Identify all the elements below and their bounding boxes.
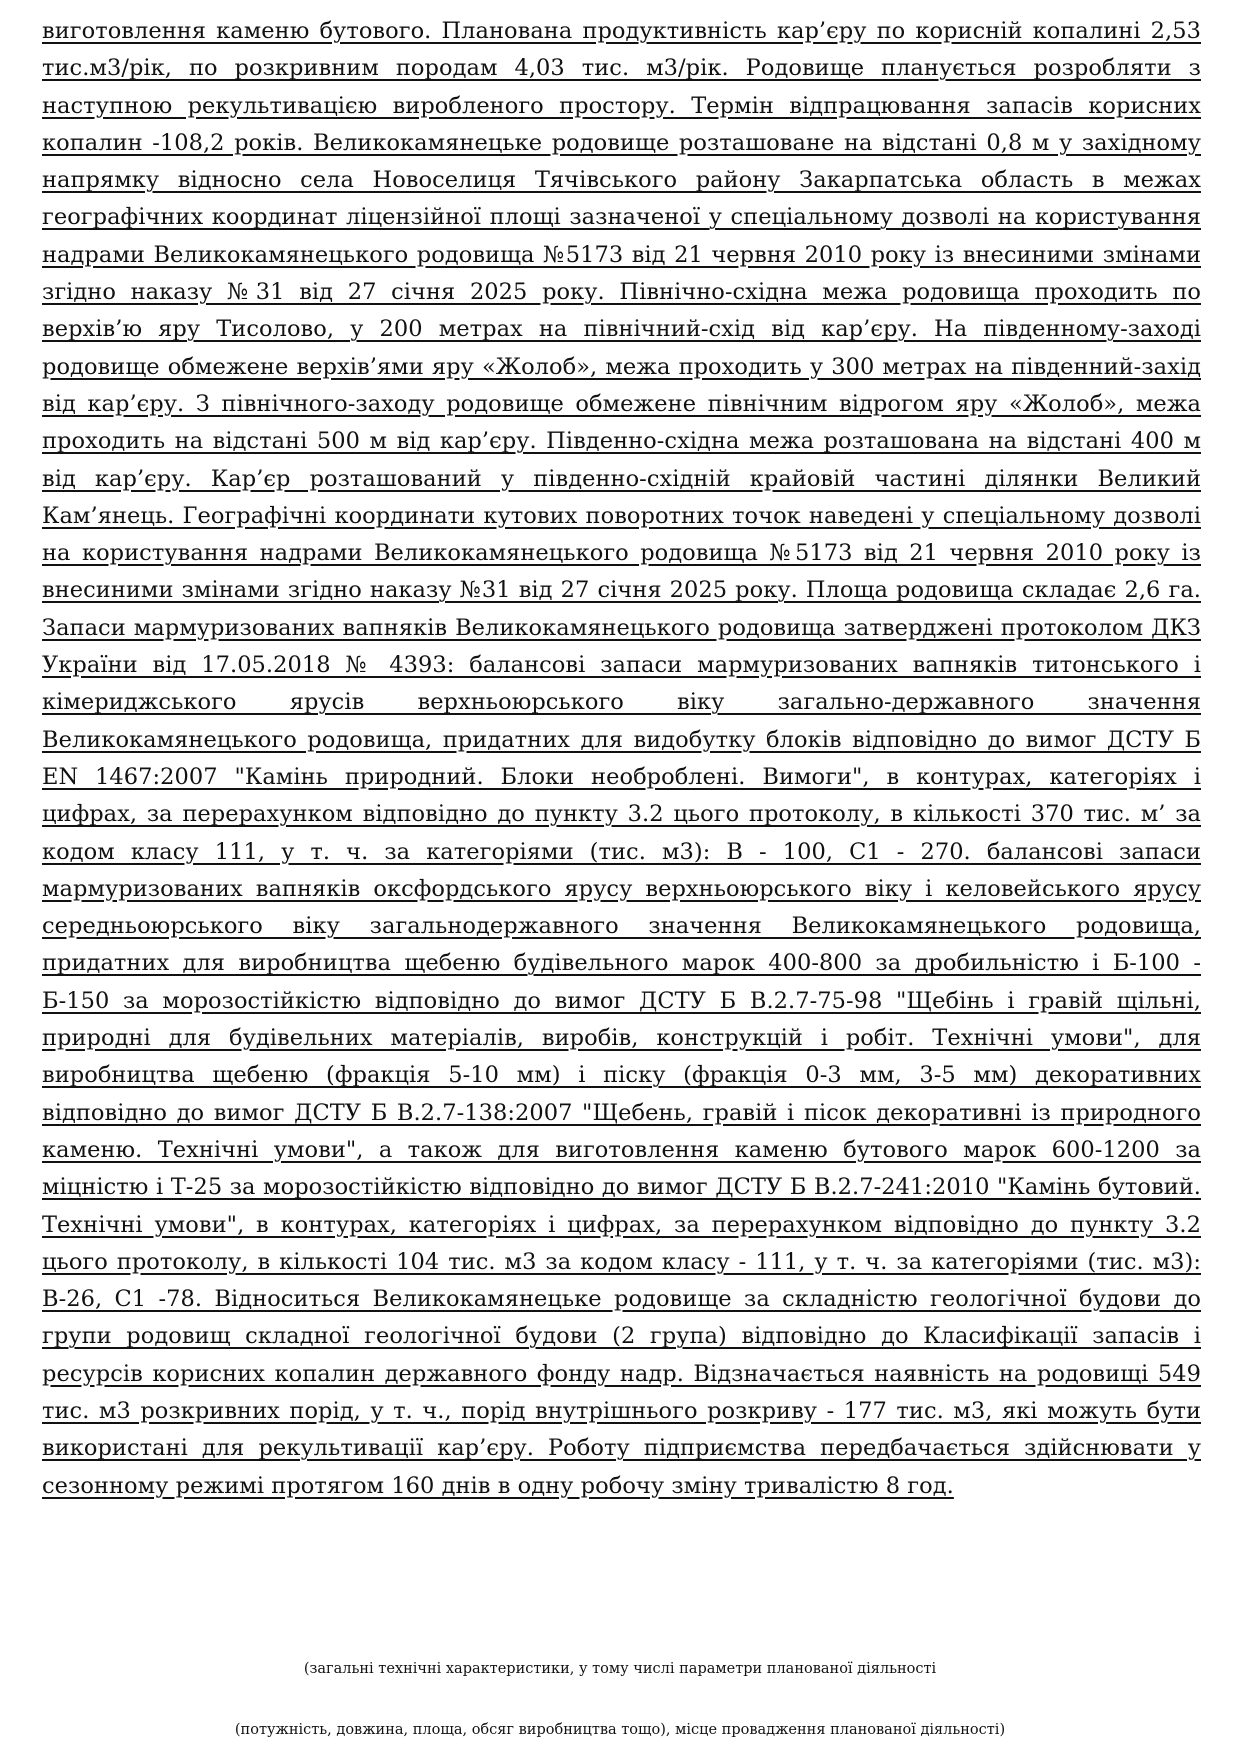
body-paragraph: виготовлення каменю бутового. Планована продуктивність кар’єру по корисній копалині 2,53 тис.м3/рік, по розкривним породам 4,03 тис. м3/рік. Родовище планується розробляти з наступною рекультивацією виробленого простору. Термін відпрацювання запасів корисних копалин -108,2 років. Великокамянецьке родовище розташоване на відстані 0,8 м у західному напрямку відносно села Новоселиця Тячівського району Закарпатська область в межах географічних координат ліцензійної площі зазначеної у спеціальному дозволі на користування надрами Великокамянецького родовища №5173 від 21 червня 2010 року із внесиними змінами згідно наказу №31 від 27 січня 2025 року. Північно-східна межа родовища проходить по верхів’ю яру Тисолово, у 200 метрах на північний-схід від кар’єру. На південному-заході родовище обмежене верхів’ями яру «Жолоб», межа проходить у 300 метрах на південний-захід від кар’єру. З північного-заходу родовище обмежене північним відрогом яру «Жолоб», межа проходить на відстані 500 м від кар’єру. Південно-східна межа розташована на відстані 400 м від кар’єру. Кар’єр розташований у південно-східній крайовій частині ділянки Великий Кам’янець. Географічні координати кутових поворотних точок наведені у спеціальному дозволі на користування надрами Великокамянецького родовища №5173 від 21 червня 2010 року із внесиними змінами згідно наказу №31 від 27 січня 2025 року. Площа родовища складає 2,6 га. Запаси мармуризованих вапняків Великокамянецького родовища затверджені протоколом ДКЗ України від 17.05.2018 № 4393: балансові запаси мармуризованих вапняків титонського і кімериджського ярусів верхньоюрського віку загально-державного значення Великокамянецького родовища, придатних для видобутку блоків відповідно до вимог ДСТУ Б EN 1467:2007 "Камінь природний. Блоки необроблені. Вимоги", в контурах, категоріях і цифрах, за перерахунком відповідно до пункту 3.2 цього протоколу, в кількості 370 тис. м’ за кодом класу 111, у т. ч. за категоріями (тис. м3): В - 100, С1 - 270. балансові запаси мармуризованих вапняків оксфордського ярусу верхньоюрського віку і келовейського ярусу середньоюрського віку загальнодержавного значення Великокамянецького родовища, придатних для виробництва щебеню будівельного марок 400-800 за дробильністю і Б-100 - Б-150 за морозостійкістю відповідно до вимог ДСТУ Б В.2.7-75-98 "Щебінь і гравій щільні, природні для будівельних матеріалів, виробів, конструкцій і робіт. Технічні умови", для виробництва щебеню (фракція 5-10 мм) і піску (фракція 0-3 мм, 3-5 мм) декоративних відповідно до вимог ДСТУ Б В.2.7-138:2007 "Щебень, гравій і пісок декоративні із природного каменю. Технічні умови", а також для виготовлення каменю бутового марок 600-1200 за міцністю і Т-25 за морозостійкістю відповідно до вимог ДСТУ Б В.2.7-241:2010 "Камінь бутовий. Технічні умови", в контурах, категоріях і цифрах, за перерахунком відповідно до пункту 3.2 цього протоколу, в кількості 104 тис. м3 за кодом класу - 111, у т. ч. за категоріями (тис. м3): В-26, С1 -78. Відноситься Великокамянецьке родовище за складністю геологічної будови до групи родовищ складної геологічної будови (2 група) відповідно до Класифікації запасів і ресурсів корисних копалин державного фонду надр. Відзначається наявність на родовищі 549 тис. м3 розкривних порід, у т. ч., порід внутрішнього розкриву - 177 тис. м3, які можуть бути використані для рекультивації кар’єру. Роботу підприємства передбачається здійснювати у сезонному режимі протягом 160 днів в одну робочу зміну тривалістю 8 год. [42, 18, 1201, 1499]
caption-line-2: (потужність, довжина, площа, обсяг виробництва тощо), місце провадження планованої діяльності) [234, 1722, 1006, 1738]
caption-line-1: (загальні технічні характеристики, у тому числі параметри планованої діяльності [303, 1661, 937, 1677]
